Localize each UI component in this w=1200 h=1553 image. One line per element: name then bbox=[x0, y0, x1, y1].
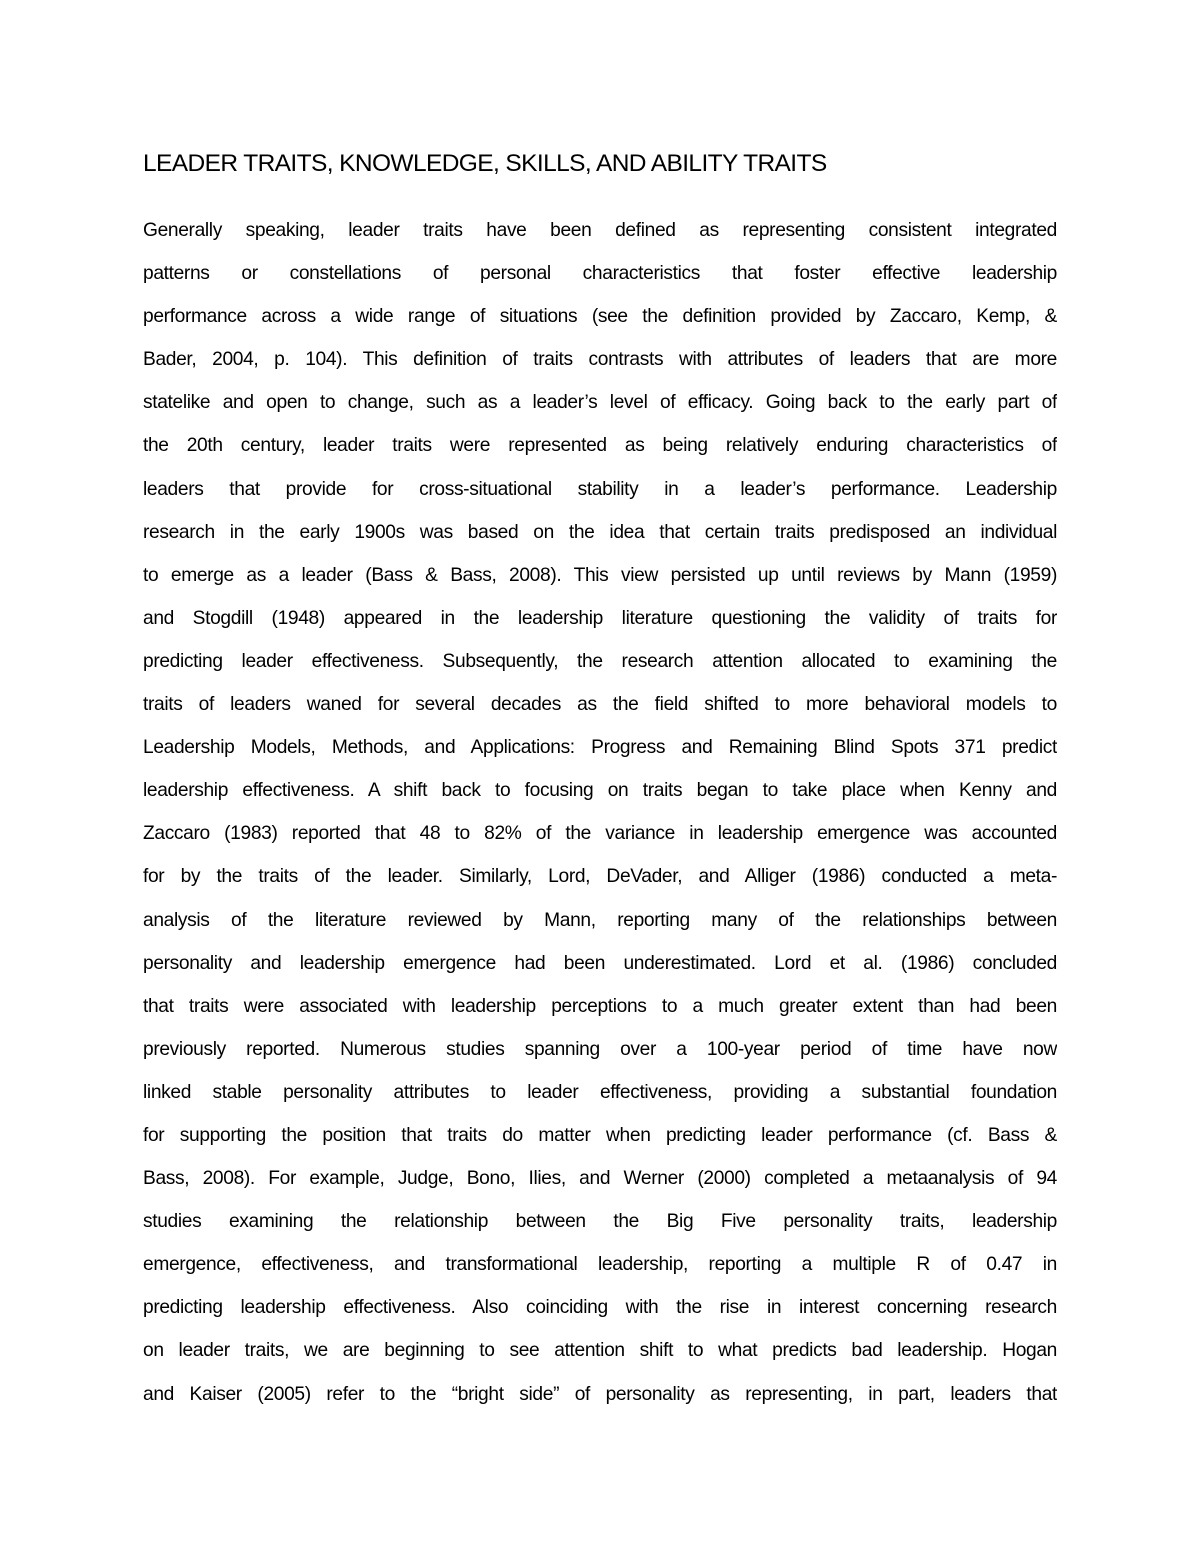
text-line: previously reported. Numerous studies spanning over a 100-year period of time have now bbox=[143, 1038, 1057, 1060]
text-line: and Kaiser (2005) refer to the “bright side” of personality as representing, in part, leaders that bbox=[143, 1383, 1057, 1405]
text-line: statelike and open to change, such as a leader’s level of efficacy. Going back to the early part of bbox=[143, 392, 1057, 414]
text-line: analysis of the literature reviewed by Mann, reporting many of the relationships between bbox=[143, 909, 1057, 931]
text-line: linked stable personality attributes to leader effectiveness, providing a substantial foundation bbox=[143, 1081, 1057, 1103]
text-line: research in the early 1900s was based on the idea that certain traits predisposed an individual bbox=[143, 521, 1057, 543]
section-heading: LEADER TRAITS, KNOWLEDGE, SKILLS, AND ABILITY TRAITS bbox=[143, 150, 827, 177]
text-line: personality and leadership emergence had been underestimated. Lord et al. (1986) concluded bbox=[143, 952, 1057, 974]
text-line: performance across a wide range of situations (see the definition provided by Zaccaro, Kemp, & bbox=[143, 306, 1057, 328]
text-line: leadership effectiveness. A shift back to focusing on traits began to take place when Kenny and bbox=[143, 780, 1057, 802]
text-line: predicting leadership effectiveness. Also coinciding with the rise in interest concerning research bbox=[143, 1297, 1057, 1319]
text-line: that traits were associated with leadership perceptions to a much greater extent than had been bbox=[143, 995, 1057, 1017]
text-line: studies examining the relationship between the Big Five personality traits, leadership bbox=[143, 1211, 1057, 1233]
text-line: the 20th century, leader traits were represented as being relatively enduring characteristics of bbox=[143, 435, 1057, 457]
text-line: leaders that provide for cross-situational stability in a leader’s performance. Leadership bbox=[143, 478, 1057, 500]
text-line: traits of leaders waned for several decades as the field shifted to more behavioral models to bbox=[143, 694, 1057, 716]
body-paragraph bbox=[143, 213, 1057, 1420]
text-line: on leader traits, we are beginning to see attention shift to what predicts bad leadership. Hogan bbox=[143, 1340, 1057, 1362]
text-line: patterns or constellations of personal characteristics that foster effective leadership bbox=[143, 263, 1057, 285]
text-line: for by the traits of the leader. Similarly, Lord, DeVader, and Alliger (1986) conducted a meta- bbox=[143, 866, 1057, 888]
text-line: Bass, 2008). For example, Judge, Bono, Ilies, and Werner (2000) completed a metaanalysis of 94 bbox=[143, 1168, 1057, 1190]
text-line: Bader, 2004, p. 104). This definition of traits contrasts with attributes of leaders that are more bbox=[143, 349, 1057, 371]
text-line: to emerge as a leader (Bass & Bass, 2008). This view persisted up until reviews by Mann (1959) bbox=[143, 564, 1057, 586]
text-line: emergence, effectiveness, and transformational leadership, reporting a multiple R of 0.47 in bbox=[143, 1254, 1057, 1276]
text-line: for supporting the position that traits do matter when predicting leader performance (cf. Bass & bbox=[143, 1124, 1057, 1146]
text-line: Zaccaro (1983) reported that 48 to 82% of the variance in leadership emergence was accounted bbox=[143, 823, 1057, 845]
text-line: predicting leader effectiveness. Subsequently, the research attention allocated to examining the bbox=[143, 650, 1057, 672]
text-line: and Stogdill (1948) appeared in the leadership literature questioning the validity of traits for bbox=[143, 607, 1057, 629]
text-line: Leadership Models, Methods, and Applications: Progress and Remaining Blind Spots 371 predict bbox=[143, 737, 1057, 759]
text-line: Generally speaking, leader traits have been defined as representing consistent integrated bbox=[143, 220, 1057, 241]
